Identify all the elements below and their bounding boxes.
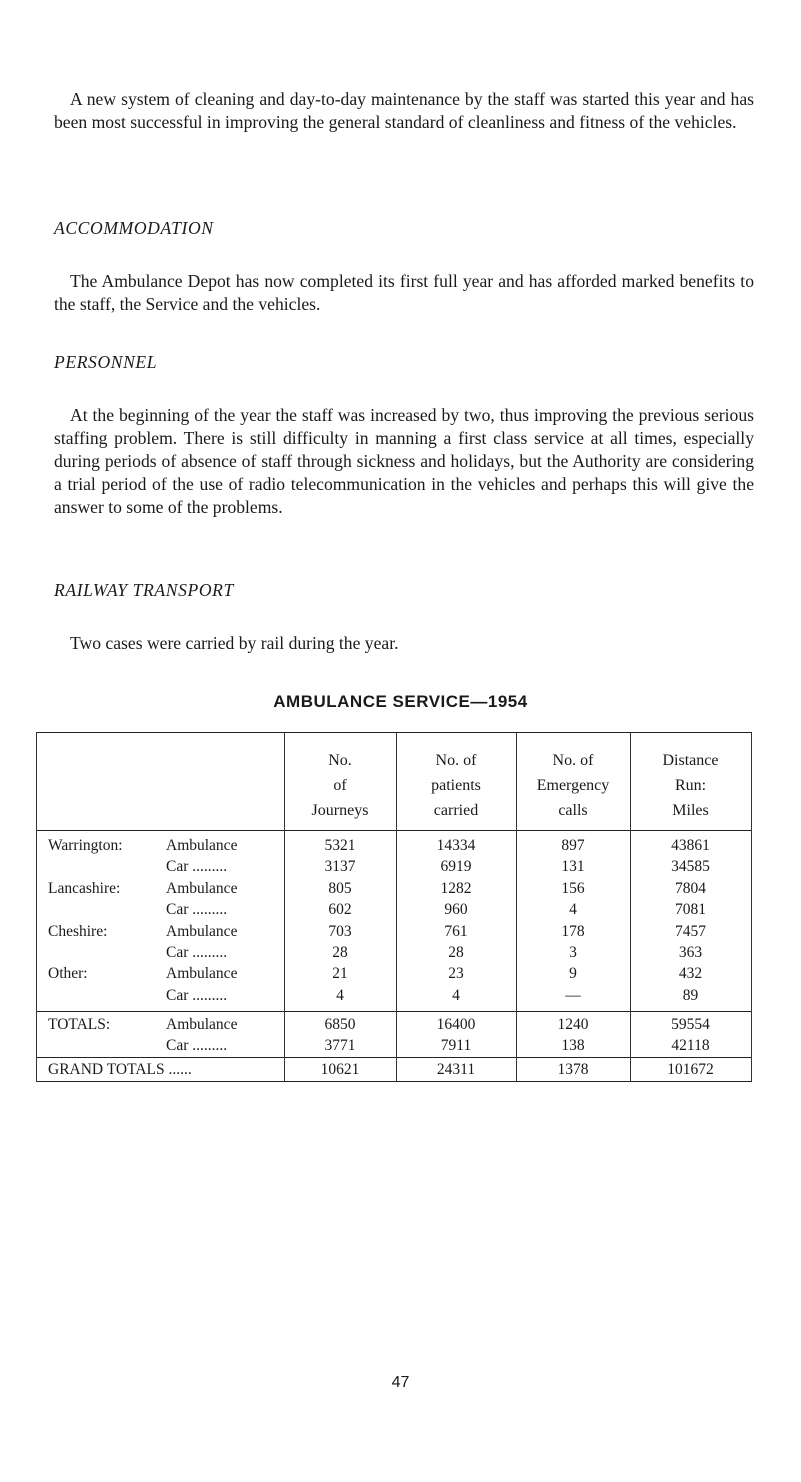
table-cell: 6919 <box>440 858 472 876</box>
table-cell: 101672 <box>667 1061 714 1078</box>
table-cell: 9 <box>569 965 577 983</box>
table-cell: 42118 <box>671 1037 710 1055</box>
table-cell: 1240 <box>557 1016 589 1033</box>
table-cell: 14334 <box>436 837 476 854</box>
header-journeys: No. of Journeys <box>311 752 369 819</box>
table-cell: 3771 <box>324 1037 356 1055</box>
table-cell: 7911 <box>440 1037 472 1055</box>
table-cell: 178 <box>561 922 585 940</box>
table-cell: 805 <box>328 879 352 897</box>
heading-personnel: PERSONNEL <box>54 352 158 372</box>
row-vehicle-type: Car ......... <box>166 986 228 1004</box>
row-vehicle-type: Car ......... <box>166 1037 228 1055</box>
table-cell: 138 <box>561 1037 585 1055</box>
table-cell: 6850 <box>324 1016 356 1033</box>
table-cell: 3137 <box>324 858 356 876</box>
table-cell: 4 <box>569 901 577 919</box>
table-cell: 10621 <box>320 1061 360 1078</box>
table-cell: 156 <box>561 879 585 897</box>
table-cell: 23 <box>448 965 464 983</box>
header-distance-miles: Distance Run: Miles <box>662 752 719 819</box>
table-top-rule <box>36 732 752 733</box>
paragraph-personnel: At the beginning of the year the staff was increased by two, thus improving the previous serious staffing problem. There is still difficulty in manning a first class service at all times, especially during periods of absence of staff through sickness and holidays, but the Authority are considering a trial period of the use of radio telecommunication in the vehicles and perhaps this will give the answer to some of the problems. <box>54 405 754 517</box>
row-region-label: TOTALS: <box>48 1016 111 1033</box>
row-region-label: Cheshire: <box>48 922 108 940</box>
row-vehicle-type: Car ......... <box>166 944 228 961</box>
table-cell: 897 <box>561 837 585 854</box>
grand-total-top-rule <box>36 1057 752 1058</box>
header-emergency-calls: No. of Emergency calls <box>536 752 610 819</box>
table-title: AMBULANCE SERVICE—1954 <box>273 692 528 711</box>
header-patients-carried: No. of patients carried <box>431 752 481 819</box>
row-vehicle-type: Car ......... <box>166 858 228 876</box>
table-cell: 28 <box>332 944 348 961</box>
table-cell: 43861 <box>671 837 710 854</box>
row-vehicle-type: Ambulance <box>166 1016 238 1033</box>
table-cell: 602 <box>328 901 352 919</box>
table-cell: 960 <box>444 901 468 919</box>
table-cell: 7457 <box>675 922 706 940</box>
table-cell: 21 <box>332 965 348 983</box>
row-vehicle-type: Ambulance <box>166 879 238 897</box>
table-cell: 34585 <box>671 858 710 876</box>
row-vehicle-type: Car ......... <box>166 901 228 919</box>
table-cell: 7804 <box>675 879 706 897</box>
table-cell: 3 <box>569 944 577 961</box>
table-cell: 4 <box>452 986 460 1004</box>
table-cell: 1282 <box>440 879 472 897</box>
table-cell: 4 <box>336 986 344 1004</box>
row-region-label: Other: <box>48 965 88 983</box>
row-vehicle-type: Ambulance <box>166 965 238 983</box>
row-region-label: Warrington: <box>48 837 123 854</box>
table-cell: 24311 <box>436 1061 476 1078</box>
table-cell: 59554 <box>671 1016 710 1033</box>
totals-top-rule <box>36 1011 752 1012</box>
grand-total-label: GRAND TOTALS ...... <box>48 1061 192 1078</box>
table-cell: 1378 <box>557 1061 589 1078</box>
table-cell: 7081 <box>675 901 706 919</box>
row-region-label: Lancashire: <box>48 879 121 897</box>
table-right-rule <box>751 732 752 1082</box>
table-cell: 363 <box>678 944 703 961</box>
table-bottom-rule <box>36 1081 752 1082</box>
heading-accommodation: ACCOMMODATION <box>54 218 214 238</box>
table-cell: 703 <box>328 922 352 940</box>
header-bottom-rule <box>36 830 752 831</box>
table-cell: 131 <box>561 858 585 876</box>
heading-railway-transport: RAILWAY TRANSPORT <box>54 580 234 600</box>
table-cell: 89 <box>682 986 699 1004</box>
row-vehicle-type: Ambulance <box>166 922 238 940</box>
table-cell: 432 <box>678 965 703 983</box>
ambulance-service-table <box>36 732 752 1082</box>
paragraph-accommodation: The Ambulance Depot has now completed its first full year and has afforded marked benefits to the staff, the Service and the vehicles. <box>54 271 754 314</box>
table-cell: 16400 <box>436 1016 476 1033</box>
page-number: 47 <box>391 1374 410 1391</box>
table-cell: 761 <box>444 922 468 940</box>
table-cell: 28 <box>448 944 464 961</box>
table-left-rule <box>36 732 37 1082</box>
paragraph-railway: Two cases were carried by rail during the year. <box>70 633 399 653</box>
paragraph-cleaning: A new system of cleaning and day-to-day maintenance by the staff was started this year and has been most successful in improving the general standard of cleanliness and fitness of the vehicles. <box>54 89 754 132</box>
table-cell: 5321 <box>324 837 356 854</box>
row-vehicle-type: Ambulance <box>166 837 238 854</box>
table-cell: — <box>565 986 581 1004</box>
